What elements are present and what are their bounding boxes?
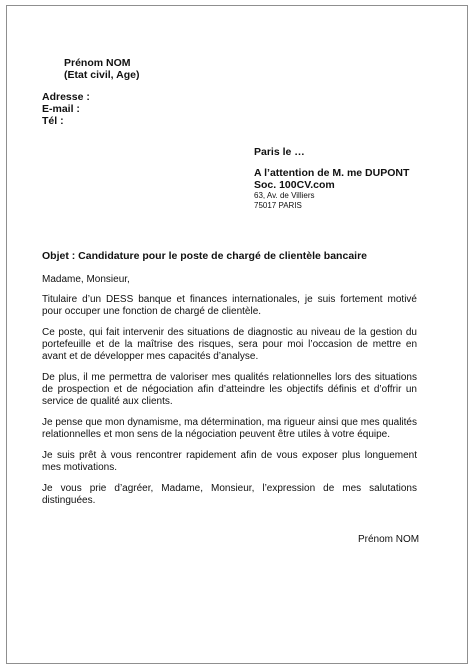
recipient-city: 75017 PARIS [254,201,302,210]
salutation: Madame, Monsieur, [42,274,130,285]
recipient-block [254,167,409,211]
letter-subject: Objet : Candidature pour le poste de chargé de clientèle bancaire [42,250,367,262]
sender-email-label: E-mail : [42,103,80,115]
sender-address-label: Adresse : [42,91,90,103]
paragraph-closing: Je vous prie d’agréer, Madame, Monsieur, l’expression de mes salutations distinguées. [42,483,417,506]
paragraph-meeting: Je suis prêt à vous rencontrer rapidement afin de vous exposer plus longuement mes motivations. [42,450,417,473]
sender-contact-block [42,91,90,127]
place-date: Paris le … [254,146,305,158]
recipient-company: Soc. 100CV.com [254,179,335,191]
recipient-attention: A l’attention de M. me DUPONT [254,167,410,179]
recipient-street: 63, Av. de Villiers [254,191,315,200]
sender-block [64,57,139,81]
sender-phone-label: Tél : [42,115,64,127]
paragraph-qualification: Titulaire d’un DESS banque et finances internationales, je suis fortement motivé pour occuper une fonction de chargé de clientèle. [42,294,417,317]
paragraph-position: Ce poste, qui fait intervenir des situations de diagnostic au niveau de la gestion du portefeuille et de la maîtrise des risques, sera pour moi l’occasion de mettre en avant et de développer mes capacités d’analyse. [42,327,417,362]
paragraph-qualities: Je pense que mon dynamisme, ma détermination, ma rigueur ainsi que mes qualités relationnelles et mon sens de la négociation peuvent être utiles à votre équipe. [42,417,417,440]
sender-status: (Etat civil, Age) [64,69,140,81]
sender-name: Prénom NOM [64,57,131,69]
paragraph-skills: De plus, il me permettra de valoriser mes qualités relationnelles lors des situations de prospection et de négociation afin d’atteindre les objectifs définis et d’offrir un service de qualité aux clients. [42,372,417,407]
signature: Prénom NOM [358,534,420,545]
